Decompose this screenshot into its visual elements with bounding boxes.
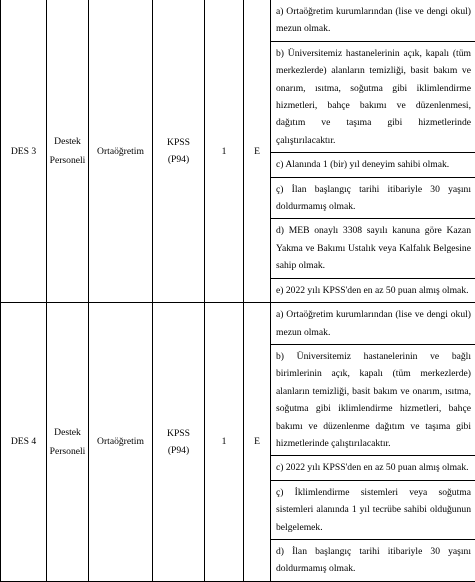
condition-item: a) Ortaöğretim kurumlarından (lise ve dengi okul) mezun olmak.: [271, 0, 475, 42]
position-code: DES 3: [1, 0, 47, 303]
gender: E: [244, 0, 271, 303]
position-title: [47, 303, 89, 582]
conditions-cell: [271, 303, 475, 582]
exam-name: KPSS: [153, 136, 204, 149]
exam-type: [153, 0, 205, 303]
condition-item: ç) İlan başlangıç tarihi itibariyle 30 yaşını doldurmamış olmak.: [271, 178, 475, 220]
position-title-line: Personeli: [47, 445, 88, 458]
exam-score-type: (P94): [153, 153, 204, 166]
education-level: Ortaöğretim: [89, 303, 153, 582]
position-count: 1: [205, 303, 244, 582]
exam-type: [153, 303, 205, 582]
condition-item: d) İlan başlangıç tarihi itibariyle 30 yaşını doldurmamış olmak.: [271, 540, 475, 581]
position-code: DES 4: [1, 303, 47, 582]
condition-item: a) Ortaöğretim kurumlarından (lise ve dengi okul) mezun olmak.: [271, 303, 475, 345]
condition-item: ç) İklimlendirme sistemleri veya soğutma sistemleri alanında 1 yıl tecrübe sahibi olduğunun belgelemek.: [271, 481, 475, 540]
condition-item: d) MEB onaylı 3308 sayılı kanuna göre Kazan Yakma ve Bakımı Ustalık veya Kalfalık Belgesine sahip olmak.: [271, 219, 475, 278]
exam-name: KPSS: [153, 427, 204, 440]
table-row: [1, 303, 475, 582]
condition-item: b) Üniversitemiz hastanelerinin açık, kapalı (tüm merkezlerde) alanların temizliği, basit bakım ve onarım, ısıtma, soğutma gibi iklimlendirme hizmetleri, bahçe bakımı ve düzenlenmesi, dağıtım ve taşıma gibi hizmetlerinde çalıştırılacaktır.: [271, 42, 475, 153]
position-title: [47, 0, 89, 303]
condition-item: c) Alanında 1 (bir) yıl deneyim sahibi olmak.: [271, 153, 475, 177]
position-title-line: Destek: [47, 426, 88, 439]
condition-item: b) Üniversitemiz hastanelerinin ve bağlı birimlerinin açık, kapalı (tüm merkezlerde) alanların temizliği, basit bakım ve onarım, ısıtma, soğutma gibi iklimlendirme hizmetleri, bahçe bakımı ve düzenlenme dağıtım ve taşıma gibi hizmetlerinde çalıştırılacaktır.: [271, 345, 475, 456]
gender: E: [244, 303, 271, 582]
condition-item: e) 2022 yılı KPSS'den en az 50 puan almış olmak.: [271, 279, 475, 302]
education-level: Ortaöğretim: [89, 0, 153, 303]
conditions-cell: [271, 0, 475, 303]
position-title-line: Personeli: [47, 154, 88, 167]
exam-score-type: (P94): [153, 444, 204, 457]
table-row: [1, 0, 475, 303]
position-count: 1: [205, 0, 244, 303]
position-title-line: Destek: [47, 135, 88, 148]
condition-item: c) 2022 yılı KPSS'den en az 50 puan almış olmak.: [271, 456, 475, 480]
